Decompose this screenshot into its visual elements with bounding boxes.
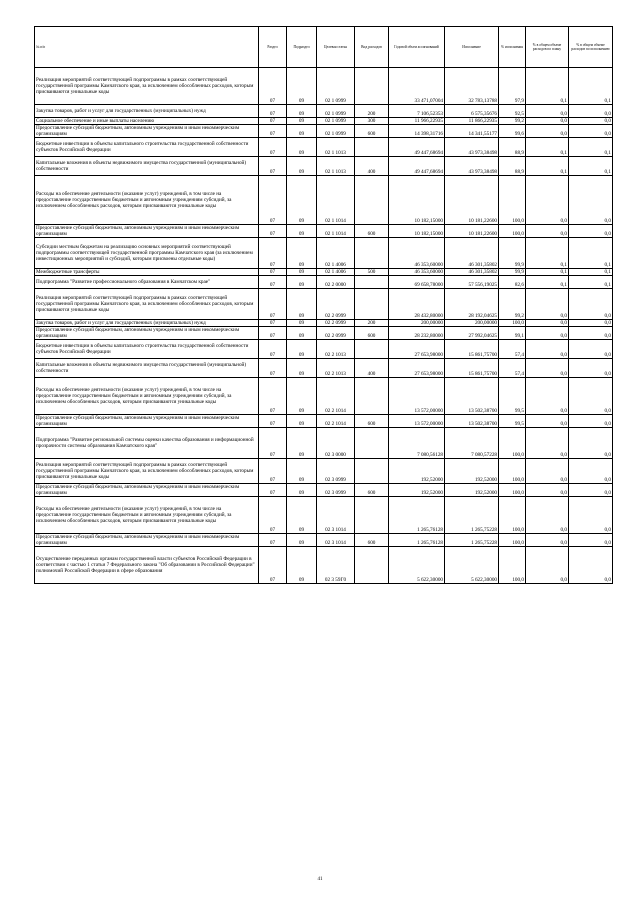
row-execution-percent: 99,9 xyxy=(499,238,526,269)
row-execution: 200,00000 xyxy=(445,320,499,327)
table-row xyxy=(35,68,613,105)
header-annual-plan: Годовой объем ассигнований xyxy=(389,27,445,68)
row-target-article: 02 3 0999 xyxy=(317,484,355,497)
table-row xyxy=(35,276,613,289)
row-section: 07 xyxy=(259,289,287,320)
row-execution-percent: 57,4 xyxy=(499,359,526,378)
row-share-plan: 0,0 xyxy=(526,534,569,547)
table-row xyxy=(35,359,613,378)
row-subsection: 09 xyxy=(287,320,317,327)
row-section: 07 xyxy=(259,276,287,289)
row-execution: 13 502,38700 xyxy=(445,415,499,428)
row-execution: 27 992,04625 xyxy=(445,327,499,340)
row-share-plan: 0,1 xyxy=(526,157,569,176)
row-subsection: 09 xyxy=(287,269,317,276)
row-name: Капитальные вложения в объекты недвижимого имущества государственной (муниципальной) собственности xyxy=(35,157,259,176)
row-share-plan: 0,0 xyxy=(526,176,569,225)
row-subsection: 09 xyxy=(287,138,317,157)
row-annual-plan: 1 265,76128 xyxy=(389,534,445,547)
row-annual-plan: 13 572,00000 xyxy=(389,378,445,415)
row-expense-kind: 400 xyxy=(355,359,389,378)
row-name: Межбюджетные трансферты xyxy=(35,269,259,276)
row-execution-percent: 100,0 xyxy=(499,225,526,238)
row-annual-plan: 10 182,15000 xyxy=(389,176,445,225)
row-expense-kind: 600 xyxy=(355,484,389,497)
row-share-execution: 0,0 xyxy=(569,225,613,238)
row-share-execution: 0,1 xyxy=(569,276,613,289)
row-name: Предоставление субсидий бюджетным, автономным учреждениям и иным некоммерческим организациям xyxy=(35,415,259,428)
header-subsection: Подраздел xyxy=(287,27,317,68)
row-name: Социальное обеспечение и иные выплаты населению xyxy=(35,118,259,125)
row-subsection: 09 xyxy=(287,157,317,176)
row-execution: 7 080,57228 xyxy=(445,428,499,459)
row-section: 07 xyxy=(259,176,287,225)
row-expense-kind: 600 xyxy=(355,415,389,428)
table-row xyxy=(35,225,613,238)
row-subsection: 09 xyxy=(287,289,317,320)
header-number: № п/п xyxy=(35,27,259,68)
row-annual-plan: 10 182,15000 xyxy=(389,225,445,238)
row-share-plan: 0,0 xyxy=(526,320,569,327)
row-share-execution: 0,0 xyxy=(569,340,613,359)
table-row xyxy=(35,320,613,327)
row-name: Предоставление субсидий бюджетным, автономным учреждениям и иным некоммерческим организациям xyxy=(35,225,259,238)
table-row xyxy=(35,340,613,359)
row-section: 07 xyxy=(259,125,287,138)
row-execution-percent: 82,6 xyxy=(499,276,526,289)
row-execution-percent: 99,2 xyxy=(499,289,526,320)
row-annual-plan: 200,00000 xyxy=(389,320,445,327)
row-expense-kind xyxy=(355,547,389,584)
row-execution-percent: 97,9 xyxy=(499,68,526,105)
row-target-article: 02 1 0999 xyxy=(317,68,355,105)
row-subsection: 09 xyxy=(287,238,317,269)
row-target-article: 02 3 1014 xyxy=(317,534,355,547)
row-subsection: 09 xyxy=(287,459,317,484)
row-target-article: 02 1 0999 xyxy=(317,105,355,118)
row-share-execution: 0,1 xyxy=(569,238,613,269)
row-execution-percent: 99,5 xyxy=(499,415,526,428)
budget-table xyxy=(34,26,613,584)
header-share-plan: % в общем объеме расходов по плану xyxy=(526,27,569,68)
row-expense-kind xyxy=(355,176,389,225)
row-name: Расходы на обеспечение деятельности (оказание услуг) учреждений, в том числе на предоставление государственным бюджетным и автономным учреждениям субсидий, за исключением обособленных расходов, которым присваиваются уникальные коды xyxy=(35,176,259,225)
row-expense-kind: 200 xyxy=(355,105,389,118)
table-header-row xyxy=(35,27,613,68)
row-subsection: 09 xyxy=(287,378,317,415)
row-section: 07 xyxy=(259,269,287,276)
table-row xyxy=(35,269,613,276)
row-name: Реализация мероприятий соответствующей подпрограммы в рамках соответствующей государственной программы Камчатского края, за исключением обособленных расходов, которым присваиваются уникальные коды xyxy=(35,68,259,105)
row-subsection: 09 xyxy=(287,125,317,138)
row-section: 07 xyxy=(259,320,287,327)
row-annual-plan: 46 353,60000 xyxy=(389,269,445,276)
row-expense-kind: 600 xyxy=(355,125,389,138)
row-share-execution: 0,0 xyxy=(569,125,613,138)
row-section: 07 xyxy=(259,327,287,340)
row-execution: 46 301,35802 xyxy=(445,269,499,276)
row-expense-kind: 600 xyxy=(355,534,389,547)
row-expense-kind: 500 xyxy=(355,269,389,276)
row-target-article: 02 3 59Г0 xyxy=(317,547,355,584)
table-row xyxy=(35,428,613,459)
row-section: 07 xyxy=(259,484,287,497)
row-name: Подпрограмма "Развитие региональной системы оценки качества образования и информационной прозрачности системы образования Камчатского края" xyxy=(35,428,259,459)
row-execution: 43 973,38498 xyxy=(445,157,499,176)
row-execution: 43 973,38498 xyxy=(445,138,499,157)
table-row xyxy=(35,484,613,497)
table-row xyxy=(35,289,613,320)
row-annual-plan: 27 653,98000 xyxy=(389,359,445,378)
row-expense-kind xyxy=(355,428,389,459)
row-target-article: 02 2 0999 xyxy=(317,320,355,327)
row-execution-percent: 99,5 xyxy=(499,378,526,415)
row-name: Осуществление переданных органам государственной власти субъектов Российской Федерации в соответствии с частью 1 статьи 7 Федерального закона "Об образовании в Российской Федерации" полномочий Российской Федерации в сфере образования xyxy=(35,547,259,584)
row-share-plan: 0,0 xyxy=(526,428,569,459)
row-section: 07 xyxy=(259,415,287,428)
header-section: Раздел xyxy=(259,27,287,68)
row-execution: 57 556,19025 xyxy=(445,276,499,289)
row-share-plan: 0,1 xyxy=(526,138,569,157)
row-target-article: 02 2 1014 xyxy=(317,378,355,415)
table-row xyxy=(35,327,613,340)
row-execution: 1 265,75228 xyxy=(445,497,499,534)
row-share-execution: 0,1 xyxy=(569,269,613,276)
row-name: Закупка товаров, работ и услуг для государственных (муниципальных) нужд xyxy=(35,320,259,327)
row-share-execution: 0,0 xyxy=(569,428,613,459)
row-execution-percent: 100,0 xyxy=(499,497,526,534)
row-section: 07 xyxy=(259,497,287,534)
row-expense-kind xyxy=(355,459,389,484)
row-annual-plan: 49 447,68694 xyxy=(389,157,445,176)
row-expense-kind xyxy=(355,289,389,320)
row-share-plan: 0,1 xyxy=(526,238,569,269)
row-execution-percent: 100,0 xyxy=(499,176,526,225)
row-target-article: 02 1 4006 xyxy=(317,238,355,269)
row-share-execution: 0,0 xyxy=(569,415,613,428)
row-subsection: 09 xyxy=(287,484,317,497)
row-annual-plan: 13 572,00000 xyxy=(389,415,445,428)
row-execution: 10 181,22600 xyxy=(445,176,499,225)
row-execution: 14 341,55177 xyxy=(445,125,499,138)
row-share-execution: 0,0 xyxy=(569,359,613,378)
row-share-execution: 0,1 xyxy=(569,157,613,176)
row-target-article: 02 3 0999 xyxy=(317,459,355,484)
row-section: 07 xyxy=(259,225,287,238)
row-expense-kind: 600 xyxy=(355,327,389,340)
table-row xyxy=(35,238,613,269)
row-section: 07 xyxy=(259,105,287,118)
row-name: Субсидии местным бюджетам на реализацию основных мероприятий соответствующей подпрограммы соответствующей государственной программы Камчатского края (за исключением инвестиционных мероприятий и субсидий, которым присвоены отдельные коды) xyxy=(35,238,259,269)
row-execution-percent: 99,9 xyxy=(499,269,526,276)
row-execution-percent: 57,4 xyxy=(499,340,526,359)
row-share-plan: 0,0 xyxy=(526,378,569,415)
row-share-plan: 0,0 xyxy=(526,497,569,534)
row-subsection: 09 xyxy=(287,327,317,340)
row-section: 07 xyxy=(259,378,287,415)
row-share-execution: 0,0 xyxy=(569,176,613,225)
row-expense-kind xyxy=(355,238,389,269)
row-share-plan: 0,1 xyxy=(526,269,569,276)
row-subsection: 09 xyxy=(287,497,317,534)
row-share-plan: 0,0 xyxy=(526,125,569,138)
table-row xyxy=(35,118,613,125)
row-expense-kind xyxy=(355,497,389,534)
row-annual-plan: 69 658,78000 xyxy=(389,276,445,289)
header-expense-kind: Вид расходов xyxy=(355,27,389,68)
row-annual-plan: 7 080,56128 xyxy=(389,428,445,459)
row-share-execution: 0,0 xyxy=(569,105,613,118)
row-share-plan: 0,0 xyxy=(526,547,569,584)
row-execution-percent: 100,0 xyxy=(499,484,526,497)
row-target-article: 02 3 0000 xyxy=(317,428,355,459)
row-share-plan: 0,1 xyxy=(526,68,569,105)
row-execution-percent: 99,1 xyxy=(499,327,526,340)
row-section: 07 xyxy=(259,459,287,484)
row-share-execution: 0,0 xyxy=(569,327,613,340)
row-execution-percent: 100,0 xyxy=(499,534,526,547)
row-expense-kind: 400 xyxy=(355,157,389,176)
row-annual-plan: 27 653,98000 xyxy=(389,340,445,359)
row-share-plan: 0,0 xyxy=(526,289,569,320)
table-row xyxy=(35,547,613,584)
row-section: 07 xyxy=(259,340,287,359)
header-execution: Исполнение xyxy=(445,27,499,68)
row-execution-percent: 100,0 xyxy=(499,547,526,584)
table-row xyxy=(35,459,613,484)
row-expense-kind xyxy=(355,138,389,157)
row-execution-percent: 100,0 xyxy=(499,320,526,327)
row-annual-plan: 5 622,30000 xyxy=(389,547,445,584)
row-execution-percent: 92,5 xyxy=(499,105,526,118)
row-section: 07 xyxy=(259,118,287,125)
row-annual-plan: 28 432,80000 xyxy=(389,289,445,320)
row-target-article: 02 1 1013 xyxy=(317,157,355,176)
row-execution: 5 622,30000 xyxy=(445,547,499,584)
row-name: Предоставление субсидий бюджетным, автономным учреждениям и иным некоммерческим организациям xyxy=(35,125,259,138)
row-name: Реализация мероприятий соответствующей подпрограммы в рамках соответствующей государственной программы Камчатского края, за исключением обособленных расходов, которым присваиваются уникальные коды xyxy=(35,289,259,320)
page-number: 41 xyxy=(317,877,323,882)
row-annual-plan: 192,52000 xyxy=(389,484,445,497)
row-name: Бюджетные инвестиции в объекты капитального строительства государственной собственности субъектов Российской Федерации xyxy=(35,340,259,359)
row-name: Капитальные вложения в объекты недвижимого имущества государственной (муниципальной) собственности xyxy=(35,359,259,378)
row-share-plan: 0,0 xyxy=(526,359,569,378)
row-section: 07 xyxy=(259,547,287,584)
row-execution: 10 181,22600 xyxy=(445,225,499,238)
row-execution: 6 575,35676 xyxy=(445,105,499,118)
row-share-execution: 0,1 xyxy=(569,68,613,105)
row-execution: 192,52000 xyxy=(445,459,499,484)
row-subsection: 09 xyxy=(287,225,317,238)
row-annual-plan: 192,52000 xyxy=(389,459,445,484)
row-share-plan: 0,1 xyxy=(526,276,569,289)
row-execution: 15 861,75700 xyxy=(445,340,499,359)
row-subsection: 09 xyxy=(287,415,317,428)
row-section: 07 xyxy=(259,157,287,176)
row-section: 07 xyxy=(259,359,287,378)
table-row xyxy=(35,105,613,118)
row-share-plan: 0,0 xyxy=(526,415,569,428)
row-execution-percent: 88,9 xyxy=(499,138,526,157)
row-execution-percent: 88,9 xyxy=(499,157,526,176)
row-name: Подпрограмма "Развитие профессионального образования в Камчатском крае" xyxy=(35,276,259,289)
row-share-execution: 0,0 xyxy=(569,484,613,497)
row-name: Предоставление субсидий бюджетным, автономным учреждениям и иным некоммерческим организациям xyxy=(35,327,259,340)
row-annual-plan: 28 232,80000 xyxy=(389,327,445,340)
row-target-article: 02 2 1013 xyxy=(317,359,355,378)
row-section: 07 xyxy=(259,68,287,105)
row-share-execution: 0,0 xyxy=(569,497,613,534)
row-annual-plan: 49 447,68694 xyxy=(389,138,445,157)
row-target-article: 02 1 4006 xyxy=(317,269,355,276)
row-subsection: 09 xyxy=(287,105,317,118)
row-target-article: 02 1 0999 xyxy=(317,125,355,138)
row-share-execution: 0,0 xyxy=(569,534,613,547)
row-execution-percent: 99,6 xyxy=(499,125,526,138)
row-target-article: 02 1 0999 xyxy=(317,118,355,125)
row-target-article: 02 1 1013 xyxy=(317,138,355,157)
row-annual-plan: 7 106,52353 xyxy=(389,105,445,118)
row-share-plan: 0,0 xyxy=(526,459,569,484)
row-share-execution: 0,0 xyxy=(569,320,613,327)
row-target-article: 02 1 1014 xyxy=(317,176,355,225)
row-execution: 28 192,04625 xyxy=(445,289,499,320)
row-target-article: 02 2 0000 xyxy=(317,276,355,289)
row-section: 07 xyxy=(259,428,287,459)
row-name: Предоставление субсидий бюджетным, автономным учреждениям и иным некоммерческим организациям xyxy=(35,534,259,547)
row-execution: 13 502,38700 xyxy=(445,378,499,415)
row-expense-kind xyxy=(355,378,389,415)
row-section: 07 xyxy=(259,138,287,157)
table-row xyxy=(35,497,613,534)
row-expense-kind xyxy=(355,68,389,105)
row-share-plan: 0,0 xyxy=(526,484,569,497)
row-execution: 192,52000 xyxy=(445,484,499,497)
row-share-plan: 0,0 xyxy=(526,340,569,359)
row-share-plan: 0,0 xyxy=(526,118,569,125)
row-name: Расходы на обеспечение деятельности (оказание услуг) учреждений, в том числе на предоставление государственным бюджетным и автономным учреждениям субсидий, за исключением обособленных расходов, которым присваиваются уникальные коды xyxy=(35,497,259,534)
row-section: 07 xyxy=(259,534,287,547)
row-target-article: 02 2 1013 xyxy=(317,340,355,359)
table-row xyxy=(35,176,613,225)
row-subsection: 09 xyxy=(287,276,317,289)
row-execution: 11 866,22935 xyxy=(445,118,499,125)
row-share-execution: 0,0 xyxy=(569,459,613,484)
row-annual-plan: 11 966,22935 xyxy=(389,118,445,125)
table-row xyxy=(35,125,613,138)
row-share-execution: 0,0 xyxy=(569,378,613,415)
row-share-execution: 0,0 xyxy=(569,289,613,320)
header-target-article: Целевая статья xyxy=(317,27,355,68)
row-expense-kind: 600 xyxy=(355,225,389,238)
row-execution-percent: 99,2 xyxy=(499,118,526,125)
row-subsection: 09 xyxy=(287,359,317,378)
row-share-execution: 0,0 xyxy=(569,547,613,584)
row-target-article: 02 2 1014 xyxy=(317,415,355,428)
header-execution-percent: % исполнения xyxy=(499,27,526,68)
table-row xyxy=(35,415,613,428)
row-name: Закупка товаров, работ и услуг для государственных (муниципальных) нужд xyxy=(35,105,259,118)
row-annual-plan: 1 265,76128 xyxy=(389,497,445,534)
row-subsection: 09 xyxy=(287,176,317,225)
row-subsection: 09 xyxy=(287,547,317,584)
table-row xyxy=(35,378,613,415)
row-annual-plan: 14 398,31716 xyxy=(389,125,445,138)
row-execution: 1 265,75228 xyxy=(445,534,499,547)
row-name: Расходы на обеспечение деятельности (оказание услуг) учреждений, в том числе на предоставление государственным бюджетным и автономным учреждениям субсидий, за исключением обособленных расходов, которым присваиваются уникальные коды xyxy=(35,378,259,415)
header-share-execution: % в общем объеме расходов по исполнению xyxy=(569,27,613,68)
row-share-plan: 0,0 xyxy=(526,225,569,238)
row-target-article: 02 1 1014 xyxy=(317,225,355,238)
row-execution-percent: 100,0 xyxy=(499,459,526,484)
row-execution-percent: 100,0 xyxy=(499,428,526,459)
table-row xyxy=(35,534,613,547)
row-subsection: 09 xyxy=(287,118,317,125)
row-share-execution: 0,0 xyxy=(569,118,613,125)
row-name: Предоставление субсидий бюджетным, автономным учреждениям и иным некоммерческим организациям xyxy=(35,484,259,497)
row-share-execution: 0,1 xyxy=(569,138,613,157)
row-execution: 32 783,13788 xyxy=(445,68,499,105)
row-target-article: 02 2 0999 xyxy=(317,289,355,320)
row-execution: 46 301,35802 xyxy=(445,238,499,269)
row-expense-kind xyxy=(355,276,389,289)
table-row xyxy=(35,157,613,176)
document-page xyxy=(34,26,612,584)
row-annual-plan: 33 471,07004 xyxy=(389,68,445,105)
row-subsection: 09 xyxy=(287,68,317,105)
table-row xyxy=(35,138,613,157)
row-name: Реализация мероприятий соответствующей подпрограммы в рамках соответствующей государственной программы Камчатского края, за исключением обособленных расходов, которым присваиваются уникальные коды xyxy=(35,459,259,484)
row-share-plan: 0,0 xyxy=(526,327,569,340)
row-section: 07 xyxy=(259,238,287,269)
row-execution: 15 861,75700 xyxy=(445,359,499,378)
row-expense-kind: 300 xyxy=(355,118,389,125)
row-expense-kind: 200 xyxy=(355,320,389,327)
row-name: Бюджетные инвестиции в объекты капитального строительства государственной собственности субъектов Российской Федерации xyxy=(35,138,259,157)
row-annual-plan: 46 353,60000 xyxy=(389,238,445,269)
row-subsection: 09 xyxy=(287,340,317,359)
row-target-article: 02 2 0999 xyxy=(317,327,355,340)
row-subsection: 09 xyxy=(287,534,317,547)
row-expense-kind xyxy=(355,340,389,359)
row-target-article: 02 3 1014 xyxy=(317,497,355,534)
row-share-plan: 0,0 xyxy=(526,105,569,118)
row-subsection: 09 xyxy=(287,428,317,459)
